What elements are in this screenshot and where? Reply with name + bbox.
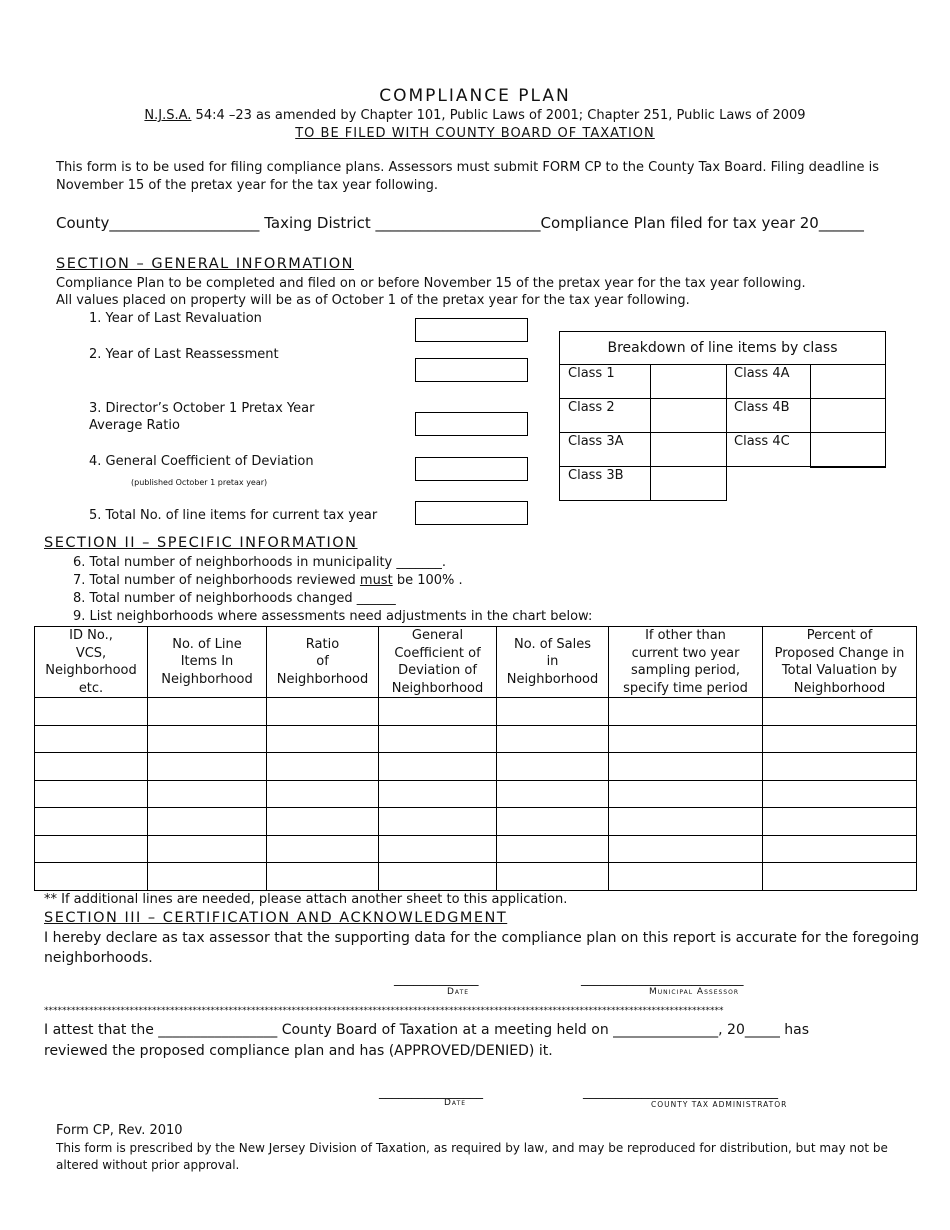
admin-signature-line[interactable]: ______________________________	[583, 1085, 778, 1100]
assessor-label: Municipal Assessor	[649, 987, 739, 997]
class-1-field[interactable]	[651, 365, 727, 399]
coefficient-deviation-field[interactable]	[415, 457, 528, 481]
table-header-row	[35, 627, 917, 698]
col-period-header: If other than current two year sampling period, specify time period	[609, 627, 763, 698]
assessor-date-label: Date	[447, 987, 470, 997]
item-average-ratio-b: Average Ratio	[89, 418, 180, 433]
section-general-note-1: Compliance Plan to be completed and filed on or before November 15 of the pretax year for the tax year following.	[56, 276, 806, 291]
coefficient-note: (published October 1 pretax year)	[131, 478, 268, 487]
item-7-pre: 7. Total number of neighborhoods reviewed	[73, 573, 360, 588]
item-reviewed-neighborhoods	[73, 573, 463, 588]
statute-reference	[0, 108, 950, 123]
col-line-items-header: No. of Line Items In Neighborhood	[148, 627, 267, 698]
admin-date-line[interactable]: ________________	[379, 1085, 483, 1100]
table-row	[35, 725, 917, 753]
col-percent-header: Percent of Proposed Change in Total Valuation by Neighborhood	[763, 627, 917, 698]
attest-line-2: reviewed the proposed compliance plan and has (APPROVED/DENIED) it.	[44, 1043, 553, 1059]
class-4c-label: Class 4C	[727, 433, 811, 467]
county-district-line[interactable]: County____________________ Taxing District ______________________Compliance Plan filed for tax year 20______	[56, 214, 864, 232]
section-specific-heading: SECTION II – SPECIFIC INFORMATION	[44, 535, 358, 551]
item-average-ratio-a: 3. Director’s October 1 Pretax Year	[89, 401, 315, 416]
table-row	[35, 780, 917, 808]
intro-line-1: This form is to be used for filing compliance plans. Assessors must submit FORM CP to the County Tax Board. Filing deadline is	[56, 160, 880, 175]
class-3a-field[interactable]	[651, 433, 727, 467]
table-row	[35, 698, 917, 726]
table-row	[35, 863, 917, 891]
statute-code: N.J.S.A.	[144, 108, 192, 123]
separator-stars: *******************************************************************************************************************************************************	[44, 1006, 724, 1016]
admin-label: COUNTY TAX ADMINISTRATOR	[651, 1100, 788, 1109]
footer-note-1: This form is prescribed by the New Jersey Division of Taxation, as required by law, and may be reproduced for distribution, but may not be	[56, 1141, 888, 1155]
class-4b-label: Class 4B	[727, 399, 811, 433]
class-1-label: Class 1	[560, 365, 651, 399]
col-ratio-header: Ratio of Neighborhood	[267, 627, 379, 698]
last-revaluation-field[interactable]	[415, 318, 528, 342]
item-last-revaluation: 1. Year of Last Revaluation	[89, 311, 262, 326]
col-id-header: ID No., VCS, Neighborhood etc.	[35, 627, 148, 698]
class-2-field[interactable]	[651, 399, 727, 433]
class-4b-field[interactable]	[811, 399, 886, 433]
class-3a-label: Class 3A	[560, 433, 651, 467]
col-coefficient-header: General Coefficient of Deviation of Neighborhood	[379, 627, 497, 698]
item-changed-neighborhoods: 8. Total number of neighborhoods changed ______	[73, 591, 396, 606]
section-certification-heading: SECTION III – CERTIFICATION AND ACKNOWLEDGMENT	[44, 910, 508, 926]
last-reassessment-field[interactable]	[415, 358, 528, 382]
statute-text: 54:4 –23 as amended by Chapter 101, Public Laws of 2001; Chapter 251, Public Laws of 2009	[191, 108, 806, 123]
form-title: COMPLIANCE PLAN	[379, 86, 571, 106]
section-general-heading: SECTION – GENERAL INFORMATION	[56, 256, 355, 272]
form-revision: Form CP, Rev. 2010	[56, 1123, 183, 1138]
col-sales-header: No. of Sales in Neighborhood	[497, 627, 609, 698]
table-row	[35, 808, 917, 836]
class-4a-field[interactable]	[811, 365, 886, 399]
item-total-line-items: 5. Total No. of line items for current tax year	[89, 508, 378, 523]
footer-note-2: altered without prior approval.	[56, 1158, 240, 1172]
table-footnote: ** If additional lines are needed, please attach another sheet to this application.	[44, 892, 568, 907]
item-list-neighborhoods: 9. List neighborhoods where assessments need adjustments in the chart below:	[73, 609, 593, 624]
average-ratio-field[interactable]	[415, 412, 528, 436]
section-general-note-2: All values placed on property will be as of October 1 of the pretax year for the tax year following.	[56, 293, 690, 308]
intro-line-2: November 15 of the pretax year for the tax year following.	[56, 178, 438, 193]
class-2-label: Class 2	[560, 399, 651, 433]
breakdown-blank	[727, 467, 886, 501]
attest-line-1: I attest that the _________________ County Board of Taxation at a meeting held on _______________, 20_____ has	[44, 1022, 810, 1038]
class-3b-label: Class 3B	[560, 467, 651, 501]
class-4c-field[interactable]	[811, 433, 886, 467]
class-4a-label: Class 4A	[727, 365, 811, 399]
breakdown-title: Breakdown of line items by class	[560, 332, 886, 365]
item-total-neighborhoods: 6. Total number of neighborhoods in municipality _______.	[73, 555, 447, 570]
item-7-must: must	[359, 573, 393, 588]
class-3b-field[interactable]	[651, 467, 727, 501]
item-7-post: be 100% .	[392, 573, 463, 588]
declaration-line-2: neighborhoods.	[44, 950, 153, 966]
class-breakdown-table	[559, 331, 886, 501]
filing-note: TO BE FILED WITH COUNTY BOARD OF TAXATION	[295, 126, 655, 141]
declaration-line-1: I hereby declare as tax assessor that the supporting data for the compliance plan on this report is accurate for the foregoing	[44, 930, 920, 946]
table-row	[35, 835, 917, 863]
admin-date-label: Date	[444, 1098, 467, 1108]
item-last-reassessment: 2. Year of Last Reassessment	[89, 347, 279, 362]
assessor-signature-line[interactable]: _________________________	[581, 972, 744, 987]
item-coefficient-deviation: 4. General Coefficient of Deviation	[89, 454, 314, 469]
table-row	[35, 753, 917, 781]
neighborhood-table	[34, 626, 917, 891]
assessor-date-line[interactable]: _____________	[394, 972, 479, 987]
total-line-items-field[interactable]	[415, 501, 528, 525]
